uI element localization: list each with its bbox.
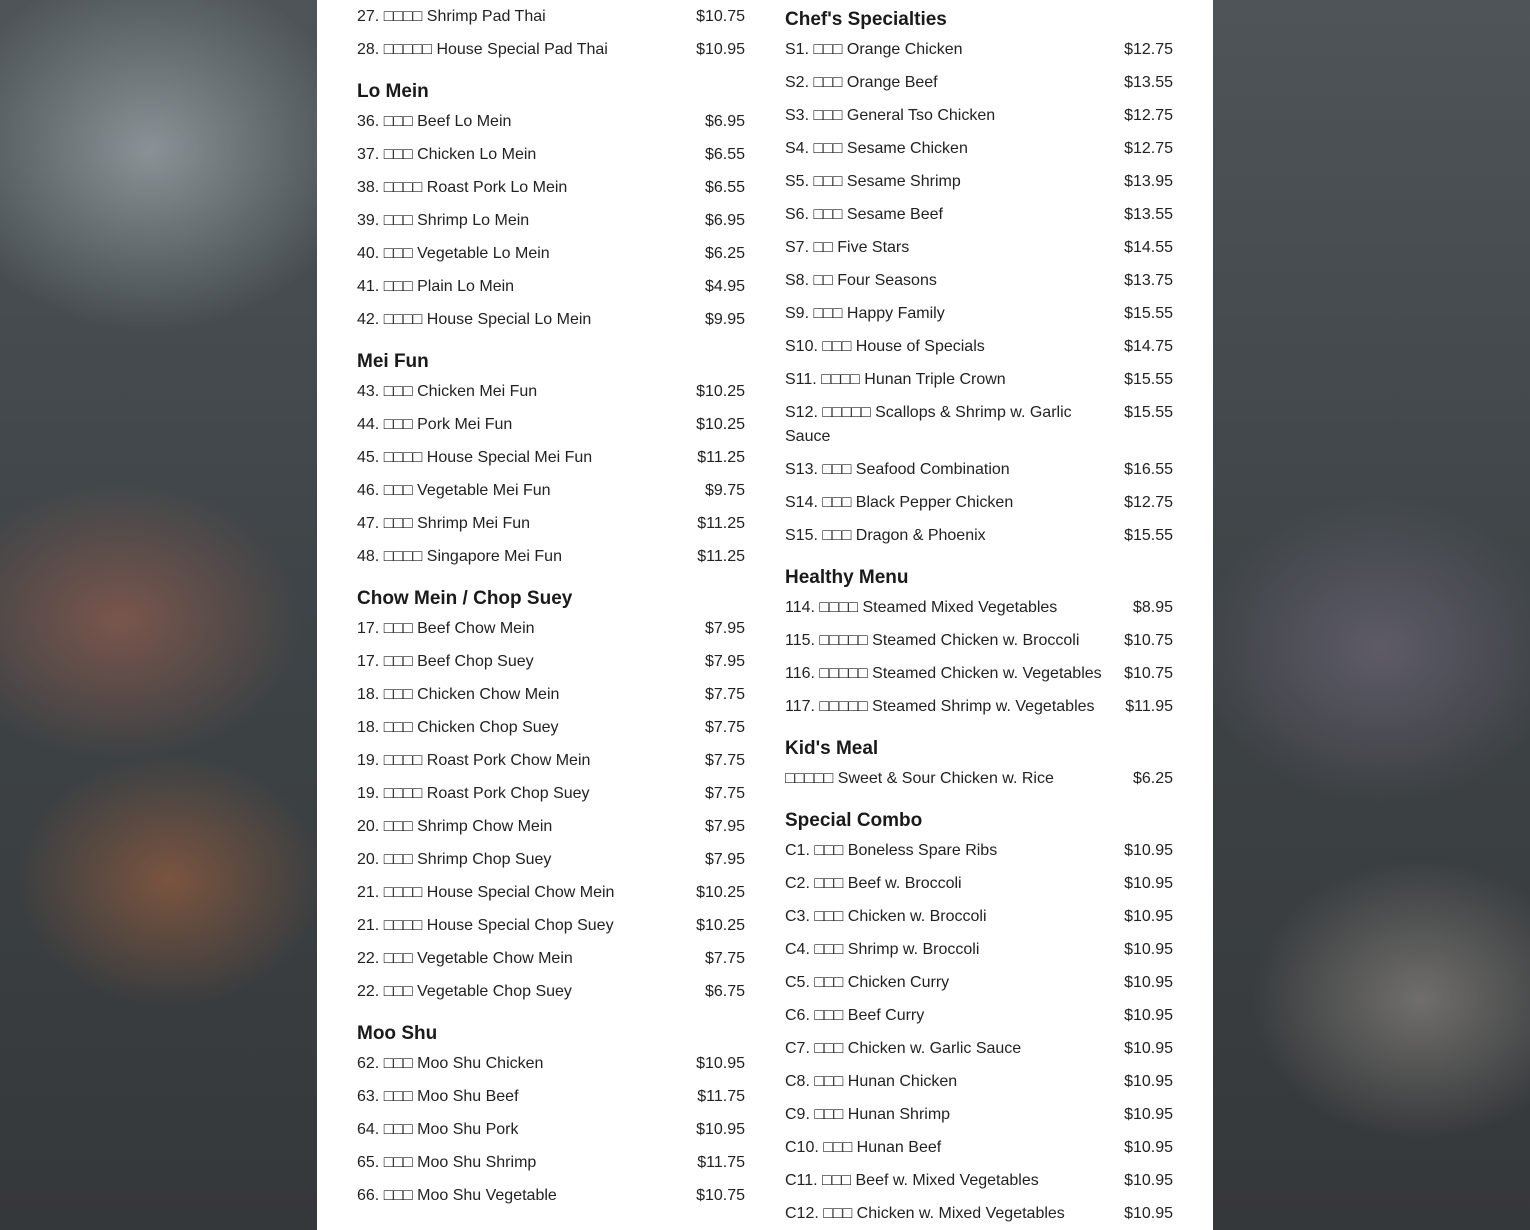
menu-item: [357, 143, 745, 167]
menu-item-price: $10.95: [696, 1055, 745, 1072]
menu-item: [357, 782, 745, 806]
menu-item-price: $15.55: [1124, 371, 1173, 388]
menu-item-price: $15.55: [1124, 527, 1173, 544]
menu-item-price: $7.75: [704, 785, 745, 802]
menu-item: [785, 971, 1173, 995]
section-title: Chow Mein / Chop Suey: [357, 588, 573, 609]
menu-item-name: 117. □□□□□ Steamed Shrimp w. Vegetables: [785, 698, 1095, 715]
menu-item-price: $9.95: [704, 311, 745, 328]
menu-item-name: S1. □□□ Orange Chicken: [785, 41, 963, 58]
menu-item-name: 20. □□□ Shrimp Chop Suey: [357, 851, 552, 868]
menu-item-price: $10.75: [1124, 632, 1173, 649]
menu-item-name: 41. □□□ Plain Lo Mein: [357, 278, 515, 295]
menu-item: [785, 368, 1173, 392]
menu-item: [785, 170, 1173, 194]
menu-item-price: $10.25: [696, 884, 745, 901]
menu-item-price: $10.25: [696, 416, 745, 433]
menu-item: [785, 938, 1173, 962]
menu-item-name: C9. □□□ Hunan Shrimp: [785, 1106, 951, 1123]
menu-item-price: $11.25: [697, 548, 745, 565]
menu-section-moo-shu: [357, 1022, 745, 1208]
menu-item-name: S9. □□□ Happy Family: [785, 305, 945, 322]
menu-item-name: 40. □□□ Vegetable Lo Mein: [357, 245, 550, 262]
menu-item: [785, 1202, 1173, 1226]
menu-item-price: $14.75: [1124, 338, 1173, 355]
menu-item-name: 20. □□□ Shrimp Chow Mein: [357, 818, 553, 835]
menu-item: [357, 1184, 745, 1208]
menu-item-price: $10.95: [1124, 1205, 1173, 1222]
menu-item-price: $10.75: [696, 1187, 745, 1204]
menu-item-price: $7.95: [704, 851, 745, 868]
section-title: Mei Fun: [357, 351, 429, 372]
menu-item: [785, 629, 1173, 653]
menu-item-price: $16.55: [1124, 461, 1173, 478]
section-title: Chef's Specialties: [785, 9, 947, 30]
menu-item-name: 18. □□□ Chicken Chop Suey: [357, 719, 559, 736]
menu-item-name: 22. □□□ Vegetable Chow Mein: [357, 950, 573, 967]
menu-item-price: $7.75: [704, 752, 745, 769]
menu-item-price: $6.95: [704, 212, 745, 229]
menu-item: [785, 491, 1173, 515]
menu-item-price: $10.25: [696, 383, 745, 400]
menu-item-name: S3. □□□ General Tso Chicken: [785, 107, 996, 124]
menu-item: [785, 1103, 1173, 1127]
menu-item-name: 28. □□□□□ House Special Pad Thai: [357, 41, 608, 58]
menu-item: [785, 1169, 1173, 1193]
menu-item-name: C7. □□□ Chicken w. Garlic Sauce: [785, 1040, 1022, 1057]
menu-item: [357, 545, 745, 569]
menu-item: [785, 1037, 1173, 1061]
menu-section-continued: [357, 5, 745, 62]
menu-item-price: $11.95: [1125, 698, 1173, 715]
menu-item-price: $9.75: [704, 482, 745, 499]
menu-item-name: 46. □□□ Vegetable Mei Fun: [357, 482, 551, 499]
menu-item-price: $10.75: [1124, 665, 1173, 682]
menu-item: [785, 269, 1173, 293]
menu-item-name: 36. □□□ Beef Lo Mein: [357, 113, 512, 130]
menu-item-name: 19. □□□□ Roast Pork Chop Suey: [357, 785, 590, 802]
menu-item-name: C4. □□□ Shrimp w. Broccoli: [785, 941, 980, 958]
menu-item-name: S13. □□□ Seafood Combination: [785, 461, 1010, 478]
menu-item-price: $10.95: [1124, 842, 1173, 859]
menu-item-price: $14.55: [1124, 239, 1173, 256]
menu-item-name: S11. □□□□ Hunan Triple Crown: [785, 371, 1006, 388]
menu-item-name: S4. □□□ Sesame Chicken: [785, 140, 968, 157]
menu-item-name: 64. □□□ Moo Shu Pork: [357, 1121, 519, 1138]
section-title: Lo Mein: [357, 81, 429, 102]
menu-item-price: $6.95: [704, 113, 745, 130]
menu-item-name: □□□□□ Sweet & Sour Chicken w. Rice: [785, 770, 1054, 787]
menu-item-name: S15. □□□ Dragon & Phoenix: [785, 527, 986, 544]
menu-item-name: 17. □□□ Beef Chop Suey: [357, 653, 534, 670]
menu-item-price: $13.75: [1124, 272, 1173, 289]
menu-item: [785, 1070, 1173, 1094]
menu-item-price: $10.75: [696, 8, 745, 25]
menu-item: [785, 1136, 1173, 1160]
menu-item-name: S14. □□□ Black Pepper Chicken: [785, 494, 1014, 511]
menu-item-price: $11.25: [697, 515, 745, 532]
menu-item-name: 27. □□□□ Shrimp Pad Thai: [357, 8, 546, 25]
menu-item-price: $12.75: [1124, 494, 1173, 511]
menu-item-price: $10.95: [1124, 941, 1173, 958]
menu-item-price: $12.75: [1124, 140, 1173, 157]
menu-item: [357, 209, 745, 233]
menu-item-price: $6.75: [704, 983, 745, 1000]
menu-item-price: $10.95: [1124, 1106, 1173, 1123]
menu-item-name: C8. □□□ Hunan Chicken: [785, 1073, 958, 1090]
menu-item: [357, 749, 745, 773]
menu-item-price: $7.95: [704, 653, 745, 670]
menu-item: [357, 413, 745, 437]
menu-item-price: $13.55: [1124, 206, 1173, 223]
menu-item-price: $10.25: [696, 917, 745, 934]
menu-item-name: C11. □□□ Beef w. Mixed Vegetables: [785, 1172, 1039, 1189]
menu-item: [785, 662, 1173, 686]
menu-item-price: $6.55: [704, 179, 745, 196]
menu-item: [357, 308, 745, 332]
menu-item-price: $7.75: [704, 686, 745, 703]
menu-section-chef-s-specialties: [785, 8, 1173, 548]
menu-item-price: $12.75: [1124, 41, 1173, 58]
menu-item: [785, 695, 1173, 719]
menu-item-price: $8.95: [1132, 599, 1173, 616]
menu-item: [785, 203, 1173, 227]
menu-item-name: 21. □□□□ House Special Chow Mein: [357, 884, 615, 901]
section-title: Healthy Menu: [785, 567, 909, 588]
menu-item: [357, 110, 745, 134]
menu-item-name: 42. □□□□ House Special Lo Mein: [357, 311, 592, 328]
menu-item-name: 45. □□□□ House Special Mei Fun: [357, 449, 593, 466]
menu-item: [785, 302, 1173, 326]
menu-item-price: $15.55: [1124, 305, 1173, 322]
menu-item: [357, 914, 745, 938]
menu-item: [357, 650, 745, 674]
menu-item-price: $7.75: [704, 950, 745, 967]
menu-item-price: $11.25: [697, 449, 745, 466]
menu-item-price: $15.55: [1124, 404, 1173, 421]
menu-item-name: S7. □□ Five Stars: [785, 239, 910, 256]
menu-item-price: $10.95: [1124, 1073, 1173, 1090]
menu-item: [357, 1052, 745, 1076]
menu-item: [357, 1151, 745, 1175]
menu-item: [785, 401, 1173, 449]
menu-item: [357, 38, 745, 62]
menu-item: [785, 767, 1173, 791]
menu-item-price: $7.75: [704, 719, 745, 736]
menu-item-price: $13.95: [1124, 173, 1173, 190]
menu-item: [357, 881, 745, 905]
menu-item-name: 19. □□□□ Roast Pork Chow Mein: [357, 752, 591, 769]
menu-item-price: $10.95: [1124, 875, 1173, 892]
menu-item: [785, 71, 1173, 95]
menu-item: [357, 479, 745, 503]
menu-item-name: 38. □□□□ Roast Pork Lo Mein: [357, 179, 568, 196]
menu-item: [785, 104, 1173, 128]
menu-item-name: 116. □□□□□ Steamed Chicken w. Vegetables: [785, 665, 1102, 682]
menu-item: [357, 446, 745, 470]
menu-item-name: S10. □□□ House of Specials: [785, 338, 985, 355]
menu-item-name: 21. □□□□ House Special Chop Suey: [357, 917, 614, 934]
menu-item-price: $12.75: [1124, 107, 1173, 124]
menu-item-name: C10. □□□ Hunan Beef: [785, 1139, 942, 1156]
menu-item-name: 63. □□□ Moo Shu Beef: [357, 1088, 519, 1105]
menu-item-name: S8. □□ Four Seasons: [785, 272, 937, 289]
menu-item: [357, 242, 745, 266]
menu-item: [785, 524, 1173, 548]
menu-item-name: 115. □□□□□ Steamed Chicken w. Broccoli: [785, 632, 1080, 649]
menu-item: [357, 1118, 745, 1142]
menu-item-price: $10.95: [696, 1121, 745, 1138]
section-title: Kid's Meal: [785, 738, 879, 759]
menu-item-name: C1. □□□ Boneless Spare Ribs: [785, 842, 998, 859]
menu-item-price: $7.95: [704, 818, 745, 835]
menu-panel: [317, 0, 1213, 1230]
menu-item-name: 66. □□□ Moo Shu Vegetable: [357, 1187, 557, 1204]
menu-item-name: 22. □□□ Vegetable Chop Suey: [357, 983, 572, 1000]
menu-item-price: $10.95: [1124, 974, 1173, 991]
menu-item-name: C5. □□□ Chicken Curry: [785, 974, 950, 991]
menu-item-price: $10.95: [696, 41, 745, 58]
menu-item: [357, 848, 745, 872]
menu-item-name: S2. □□□ Orange Beef: [785, 74, 938, 91]
menu-item: [357, 980, 745, 1004]
section-title: Special Combo: [785, 810, 923, 831]
menu-item-price: $6.55: [704, 146, 745, 163]
menu-item-name: S12. □□□□□ Scallops & Shrimp w. Garlic Sauce: [785, 404, 1072, 445]
menu-item-name: 47. □□□ Shrimp Mei Fun: [357, 515, 531, 532]
menu-item-name: 65. □□□ Moo Shu Shrimp: [357, 1154, 537, 1171]
menu-item: [785, 596, 1173, 620]
menu-item: [785, 236, 1173, 260]
menu-item-price: $13.55: [1124, 74, 1173, 91]
menu-section-chow-mein-chop-suey: [357, 587, 745, 1004]
menu-item: [785, 38, 1173, 62]
menu-item-name: 44. □□□ Pork Mei Fun: [357, 416, 513, 433]
left-menu-column: [357, 5, 745, 1226]
menu-item-name: 39. □□□ Shrimp Lo Mein: [357, 212, 530, 229]
menu-item: [357, 683, 745, 707]
section-title: Moo Shu: [357, 1023, 438, 1044]
menu-item: [785, 335, 1173, 359]
menu-item-name: C2. □□□ Beef w. Broccoli: [785, 875, 962, 892]
menu-item-price: $10.95: [1124, 1139, 1173, 1156]
menu-item-price: $10.95: [1124, 908, 1173, 925]
menu-item: [785, 839, 1173, 863]
menu-item-price: $11.75: [697, 1154, 745, 1171]
menu-item-name: 62. □□□ Moo Shu Chicken: [357, 1055, 544, 1072]
menu-item: [785, 872, 1173, 896]
menu-item: [785, 905, 1173, 929]
menu-item-name: 17. □□□ Beef Chow Mein: [357, 620, 535, 637]
menu-item-price: $6.25: [1132, 770, 1173, 787]
menu-section-healthy-menu: [785, 566, 1173, 719]
menu-item-price: $10.95: [1124, 1007, 1173, 1024]
menu-item-name: 43. □□□ Chicken Mei Fun: [357, 383, 538, 400]
menu-section-lo-mein: [357, 80, 745, 332]
menu-item: [357, 380, 745, 404]
menu-item: [785, 137, 1173, 161]
menu-item-name: 114. □□□□ Steamed Mixed Vegetables: [785, 599, 1058, 616]
menu-item-name: C12. □□□ Chicken w. Mixed Vegetables: [785, 1205, 1065, 1222]
menu-item-name: S5. □□□ Sesame Shrimp: [785, 173, 961, 190]
menu-item-price: $6.25: [704, 245, 745, 262]
menu-item-name: C6. □□□ Beef Curry: [785, 1007, 925, 1024]
menu-item-price: $7.95: [704, 620, 745, 637]
menu-section-special-combo: [785, 809, 1173, 1226]
menu-item: [357, 512, 745, 536]
menu-item: [357, 275, 745, 299]
menu-item: [357, 947, 745, 971]
menu-item: [357, 617, 745, 641]
menu-item-name: 48. □□□□ Singapore Mei Fun: [357, 548, 562, 565]
menu-item-price: $10.95: [1124, 1040, 1173, 1057]
menu-item: [785, 1004, 1173, 1028]
menu-section-mei-fun: [357, 350, 745, 569]
menu-item-price: $10.95: [1124, 1172, 1173, 1189]
menu-item-price: $4.95: [704, 278, 745, 295]
menu-section-kid-s-meal: [785, 737, 1173, 791]
menu-item-price: $11.75: [697, 1088, 745, 1105]
menu-item: [357, 815, 745, 839]
menu-item: [357, 176, 745, 200]
right-menu-column: [785, 8, 1173, 1230]
menu-item: [357, 5, 745, 29]
menu-item: [357, 1085, 745, 1109]
menu-item: [785, 458, 1173, 482]
menu-item-name: 37. □□□ Chicken Lo Mein: [357, 146, 537, 163]
menu-item-name: 18. □□□ Chicken Chow Mein: [357, 686, 560, 703]
menu-item-name: S6. □□□ Sesame Beef: [785, 206, 943, 223]
menu-item-name: C3. □□□ Chicken w. Broccoli: [785, 908, 987, 925]
menu-item: [357, 716, 745, 740]
